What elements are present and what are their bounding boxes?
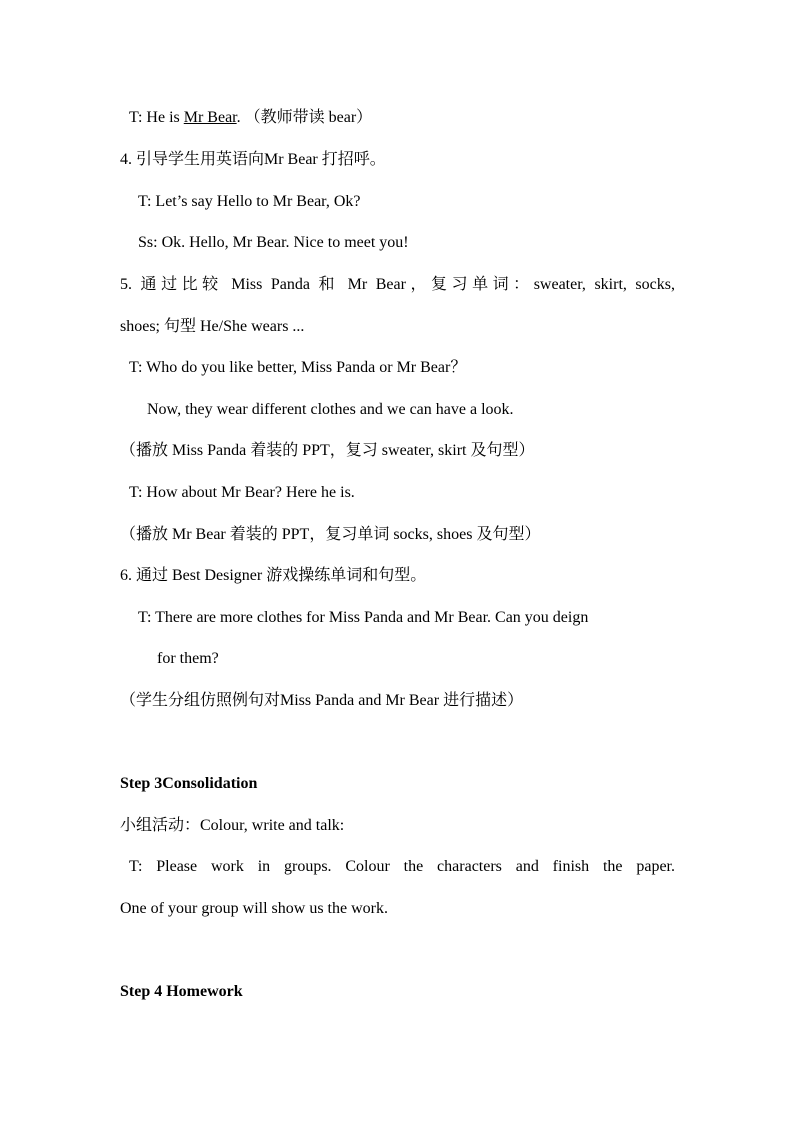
text-span: . （教师带读 bear）	[236, 109, 373, 126]
text-line: 小组活动：Colour, write and talk:	[120, 817, 345, 834]
dialogue-line: T: Please work in groups. Colour the characters and finish the paper.	[129, 858, 675, 875]
list-item-6: 6. 通过 Best Designer 游戏操练单词和句型。	[120, 567, 427, 584]
list-item-5: 5. 通过比较 Miss Panda 和 Mr Bear，复习单词：sweater, skirt, socks,	[120, 276, 675, 293]
text-line: One of your group will show us the work.	[120, 900, 388, 917]
dialogue-line: T: How about Mr Bear? Here he is.	[129, 484, 355, 501]
note-line: （播放 Miss Panda 着装的 PPT，复习 sweater, skirt 及句型）	[120, 442, 535, 459]
text-span: T: He is	[129, 109, 184, 126]
text-line: shoes; 句型 He/She wears ...	[120, 318, 305, 335]
list-item-4: 4. 引导学生用英语向Mr Bear 打招呼。	[120, 151, 386, 168]
dialogue-line: Now, they wear different clothes and we can have a look.	[147, 401, 514, 418]
note-line: （学生分组仿照例句对Miss Panda and Mr Bear 进行描述）	[120, 692, 524, 709]
dialogue-line: for them?	[157, 650, 219, 667]
dialogue-line: T: Let’s say Hello to Mr Bear, Ok?	[138, 193, 361, 210]
section-heading: Step 4 Homework	[120, 983, 243, 1000]
section-heading: Step 3Consolidation	[120, 775, 258, 792]
underlined-text: Mr Bear	[183, 109, 237, 126]
text-line	[129, 108, 372, 128]
dialogue-line: T: Who do you like better, Miss Panda or Mr Bear？	[129, 359, 467, 376]
dialogue-line: T: There are more clothes for Miss Panda and Mr Bear. Can you deign	[138, 609, 589, 626]
note-line: （播放 Mr Bear 着装的 PPT，复习单词 socks, shoes 及句型）	[120, 526, 541, 543]
dialogue-line: Ss: Ok. Hello, Mr Bear. Nice to meet you!	[138, 234, 409, 251]
